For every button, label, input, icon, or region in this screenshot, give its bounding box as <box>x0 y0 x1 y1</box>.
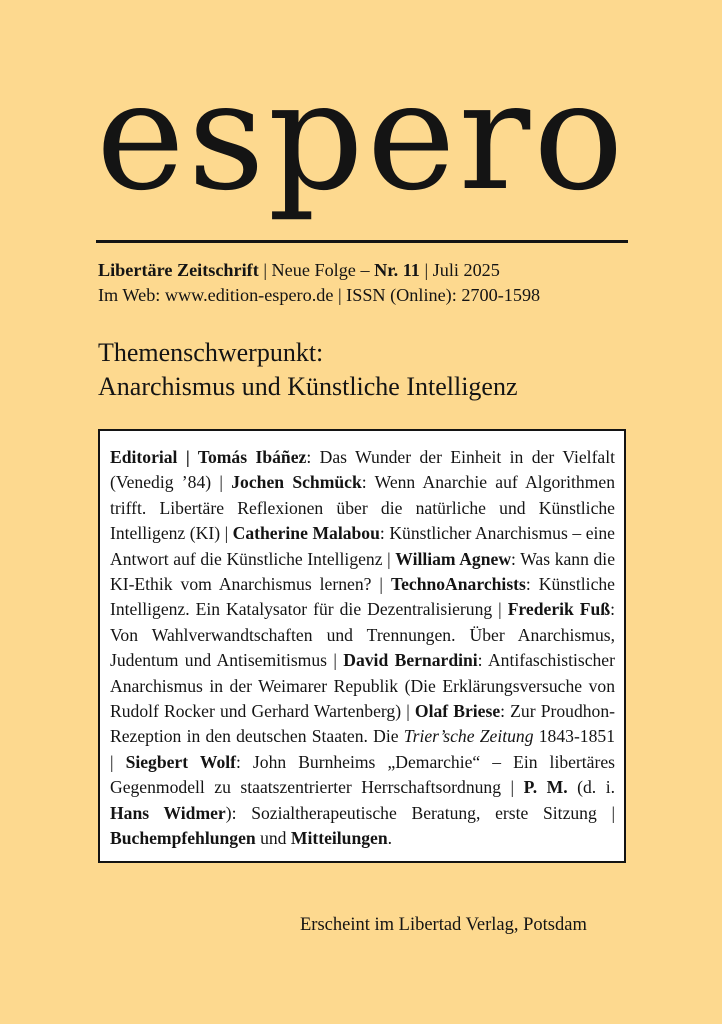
theme-label: Themenschwerpunkt: <box>98 338 324 367</box>
article-title: : Wenn Anarchie auf Algorithmen trifft. Libertäre Reflexionen über die natürliche und Künstliche Intelligenz (KI) | <box>110 472 616 544</box>
article-title: : Von Wahlverwandtschaften und Trennungen. Über Anarchismus, Judentum und Antisemitismus | <box>110 599 616 671</box>
period: . <box>387 828 393 849</box>
article-title: : Künstlicher Anarchismus – eine Antwort auf die Künstliche Intelligenz | <box>110 523 615 569</box>
article-author: TechnoAnarchists <box>390 574 526 595</box>
issue-date: Juli 2025 <box>432 260 500 280</box>
contents-box <box>98 429 626 863</box>
masthead-rule <box>96 240 628 243</box>
separator: | <box>258 260 272 280</box>
web-issn-line: Im Web: www.edition-espero.de | ISSN (Online): 2700-1598 <box>98 285 541 305</box>
journal-subtitle: Libertäre Zeitschrift <box>98 260 259 280</box>
article-author: Olaf Briese <box>414 701 501 722</box>
author-note: (d. i. <box>567 777 616 798</box>
article-title: : Künstliche Intelligenz. Ein Katalysator für die Dezentralisierung | <box>110 574 615 620</box>
section-label: Mitteilungen <box>290 828 388 849</box>
publisher-line: Erscheint im Libertad Verlag, Potsdam <box>300 915 587 935</box>
section-label: Buchempfehlungen <box>110 828 256 849</box>
separator: | <box>419 260 433 280</box>
issue-number: Nr. 11 <box>374 260 420 280</box>
article-title: : Das Wunder der Einheit in der Vielfalt (Venedig ’84) | <box>110 447 616 493</box>
newspaper-title: Trier’sche Zeitung <box>403 726 534 747</box>
theme-title: Anarchismus und Künstliche Intelligenz <box>98 372 518 401</box>
article-title: ): Sozialtherapeutische Beratung, erste Sitzung | <box>225 802 615 823</box>
contents-list <box>110 445 615 852</box>
conjunction: und <box>255 828 291 849</box>
article-author: Hans Widmer <box>110 802 226 823</box>
issue-info <box>98 258 540 308</box>
article-author: Frederik Fuß <box>507 599 611 620</box>
article-title: : Was kann die KI-Ethik vom Anarchismus lernen? | <box>110 548 616 595</box>
article-author: Siegbert Wolf <box>125 751 236 772</box>
separator: – <box>355 260 375 280</box>
article-author: William Agnew <box>395 548 512 569</box>
theme-heading <box>98 336 518 404</box>
article-author: David Bernardini <box>343 650 478 671</box>
article-author: Jochen Schmück <box>231 472 362 493</box>
article-author: Editorial | Tomás Ibáñez <box>110 447 307 467</box>
issue-line <box>98 258 540 283</box>
article-title: 1843-1851 | <box>110 726 615 772</box>
article-title: : Zur Proudhon-Rezeption in den deutschen Staaten. Die <box>110 701 615 747</box>
masthead-title: espero <box>96 50 627 224</box>
article-author: Catherine Malabou <box>232 523 380 544</box>
article-title: : John Burnheims „Demarchie“ – Ein libertäres Gegenmodell zu staatszentrierter Herrschaftsordnung | <box>110 751 616 798</box>
article-title: : Antifaschistischer Anarchismus in der Weimarer Republik (Die Erklärungsversuche von Rudolf Rocker und Gerhard Wartenberg) | <box>110 650 615 722</box>
article-author: P. M. <box>523 777 568 798</box>
series-label: Neue Folge <box>271 260 356 280</box>
